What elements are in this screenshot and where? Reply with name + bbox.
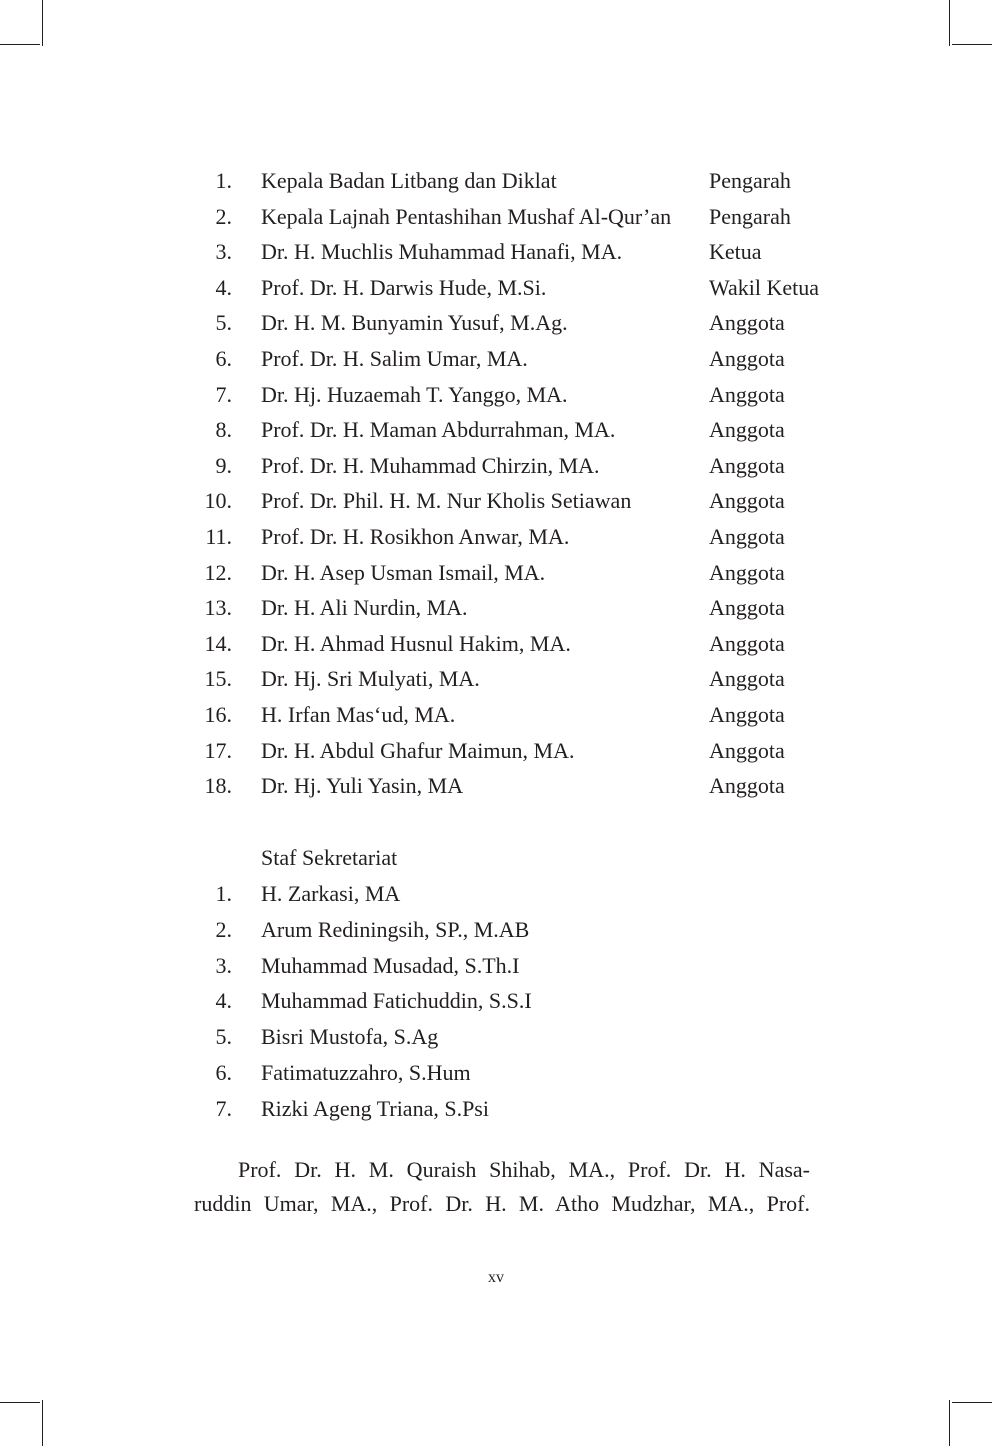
member-name: Prof. Dr. H. Rosikhon Anwar, MA. — [261, 524, 570, 549]
member-name: Prof. Dr. H. Darwis Hude, M.Si. — [261, 274, 547, 300]
row-number: 6. — [215, 1060, 232, 1085]
paragraph-line: ruddin Umar, MA., Prof. Dr. H. M. Atho Mudzhar, MA., Prof. — [194, 1191, 810, 1216]
row-number: 16. — [204, 702, 232, 727]
row-number: 1. — [215, 881, 232, 906]
member-name: Dr. H. Muchlis Muhammad Hanafi, MA. — [261, 239, 623, 265]
row-number: 4. — [215, 988, 232, 1014]
member-name: Dr. H. Abdul Ghafur Maimun, MA. — [261, 737, 575, 763]
row-number: 17. — [204, 737, 232, 763]
member-name: Dr. H. M. Bunyamin Yusuf, M.Ag. — [261, 310, 568, 336]
crop-mark — [949, 1400, 950, 1446]
row-number: 3. — [215, 239, 232, 265]
committee-row — [0, 698, 992, 732]
member-role: Anggota — [709, 737, 785, 763]
row-number: 9. — [215, 452, 232, 478]
member-name: Prof. Dr. H. Muhammad Chirzin, MA. — [261, 452, 600, 478]
committee-row — [0, 734, 992, 768]
member-name: H. Irfan Mas‘ud, MA. — [261, 702, 456, 727]
committee-row — [0, 449, 992, 483]
member-role: Pengarah — [709, 168, 791, 193]
member-role: Wakil Ketua — [709, 274, 820, 300]
staf-name: Muhammad Fatichuddin, S.S.I — [261, 988, 532, 1014]
staf-row — [0, 913, 992, 947]
crop-mark — [952, 1402, 992, 1403]
staf-name: Fatimatuzzahro, S.Hum — [261, 1060, 471, 1085]
member-name: Prof. Dr. H. Maman Abdurrahman, MA. — [261, 417, 616, 443]
staf-name: Muhammad Musadad, S.Th.I — [261, 952, 520, 978]
committee-row — [0, 769, 992, 803]
staf-name: Rizki Ageng Triana, S.Psi — [261, 1095, 489, 1121]
committee-row — [0, 591, 992, 625]
member-name: Dr. H. Ali Nurdin, MA. — [261, 595, 468, 621]
member-role: Anggota — [709, 417, 785, 443]
member-role: Anggota — [709, 773, 785, 799]
row-number: 5. — [215, 310, 232, 336]
row-number: 10. — [204, 488, 232, 514]
staf-row — [0, 984, 992, 1018]
row-number: 18. — [204, 773, 232, 799]
committee-row — [0, 164, 992, 198]
row-number: 3. — [215, 952, 232, 978]
staf-row — [0, 1056, 992, 1090]
staf-heading: Staf Sekretariat — [261, 845, 398, 870]
row-number: 5. — [215, 1024, 232, 1050]
committee-row — [0, 235, 992, 269]
member-role: Anggota — [709, 595, 785, 621]
member-role: Anggota — [709, 666, 785, 692]
committee-row — [0, 342, 992, 376]
member-role: Anggota — [709, 381, 785, 407]
member-role: Anggota — [709, 346, 785, 371]
member-name: Dr. Hj. Yuli Yasin, MA — [261, 773, 464, 799]
member-role: Anggota — [709, 630, 785, 656]
row-number: 12. — [204, 559, 232, 585]
row-number: 4. — [215, 274, 232, 300]
member-role: Anggota — [709, 488, 785, 514]
committee-row — [0, 662, 992, 696]
paragraph-line: Prof. Dr. H. M. Quraish Shihab, MA., Prof. Dr. H. Nasa- — [238, 1157, 810, 1182]
member-role: Pengarah — [709, 203, 791, 229]
member-name: Prof. Dr. Phil. H. M. Nur Kholis Setiawan — [261, 488, 632, 514]
staf-row — [0, 1092, 992, 1126]
member-role: Anggota — [709, 452, 785, 478]
page-number: xv — [488, 1269, 504, 1286]
member-name: Dr. Hj. Sri Mulyati, MA. — [261, 666, 480, 692]
crop-mark — [42, 1400, 43, 1446]
member-name: Prof. Dr. H. Salim Umar, MA. — [261, 346, 528, 371]
committee-row — [0, 520, 992, 554]
committee-row — [0, 271, 992, 305]
committee-row — [0, 627, 992, 661]
member-role: Anggota — [709, 702, 785, 727]
staf-name: Bisri Mustofa, S.Ag — [261, 1024, 439, 1050]
member-role: Anggota — [709, 559, 785, 585]
member-name: Kepala Badan Litbang dan Diklat — [261, 168, 557, 193]
member-role: Anggota — [709, 310, 785, 336]
row-number: 7. — [215, 1095, 232, 1121]
row-number: 13. — [204, 595, 232, 621]
staf-name: Arum Rediningsih, SP., M.AB — [261, 916, 530, 942]
member-role: Anggota — [709, 524, 785, 549]
member-role: Ketua — [709, 239, 762, 265]
member-name: Kepala Lajnah Pentashihan Mushaf Al-Qur’an — [261, 203, 672, 229]
staf-row — [0, 949, 992, 983]
staf-row — [0, 877, 992, 911]
staf-name: H. Zarkasi, MA — [261, 881, 401, 906]
row-number: 14. — [204, 630, 232, 656]
row-number: 2. — [215, 203, 232, 229]
row-number: 15. — [204, 666, 232, 692]
member-name: Dr. H. Asep Usman Ismail, MA. — [261, 559, 546, 585]
crop-mark — [949, 0, 950, 46]
member-name: Dr. Hj. Huzaemah T. Yanggo, MA. — [261, 381, 568, 407]
row-number: 1. — [215, 168, 232, 193]
row-number: 6. — [215, 346, 232, 371]
member-name: Dr. H. Ahmad Husnul Hakim, MA. — [261, 630, 571, 656]
body-paragraph — [194, 1153, 810, 1221]
staf-row — [0, 1020, 992, 1054]
crop-mark — [42, 0, 43, 46]
row-number: 2. — [215, 916, 232, 942]
committee-row — [0, 306, 992, 340]
crop-mark — [952, 44, 992, 45]
committee-row — [0, 556, 992, 590]
row-number: 8. — [215, 417, 232, 443]
crop-mark — [0, 1402, 40, 1403]
committee-row — [0, 413, 992, 447]
row-number: 11. — [205, 524, 232, 549]
committee-row — [0, 378, 992, 412]
crop-mark — [0, 44, 40, 45]
row-number: 7. — [215, 381, 232, 407]
committee-row — [0, 200, 992, 234]
committee-row — [0, 484, 992, 518]
